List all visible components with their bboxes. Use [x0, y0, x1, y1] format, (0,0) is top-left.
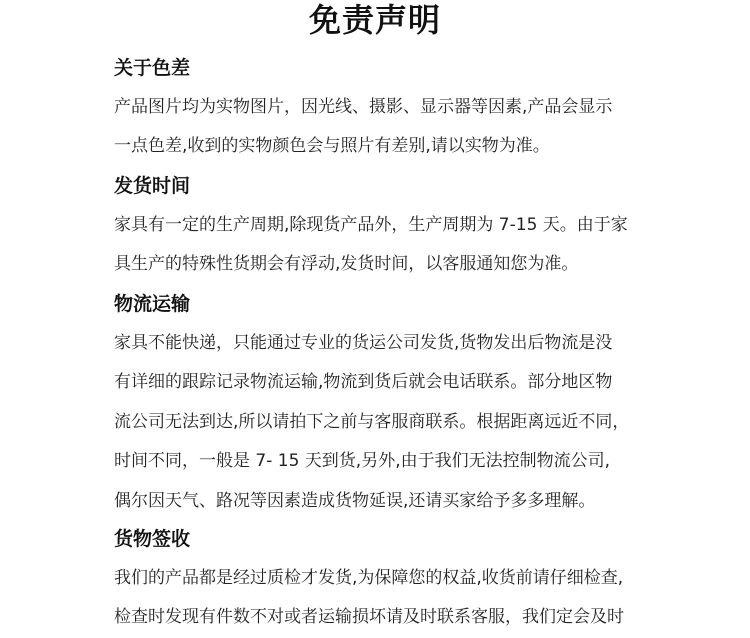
section-heading: 关于色差 — [114, 57, 191, 79]
body-line: 产品图片均为实物图片，因光线、摄影、显示器等因素,产品会显示 — [114, 97, 613, 117]
section-goods-receipt — [114, 526, 644, 638]
body-line: 有详细的跟踪记录物流运输,物流到货后就会电话联系。部分地区物 — [114, 372, 613, 393]
section-body — [114, 324, 644, 521]
body-line: 具生产的特殊性货期会有浮动,发货时间，以客服通知您为准。 — [114, 254, 579, 275]
section-color-difference — [114, 55, 644, 167]
section-heading: 发货时间 — [114, 175, 191, 197]
section-body — [114, 206, 644, 285]
body-line: 检查时发现有件数不对或者运输损坏请及时联系客服，我们定会及时 — [114, 607, 624, 628]
section-heading: 货物签收 — [114, 528, 191, 550]
body-line: 我们的产品都是经过质检才发货,为保障您的权益,收货前请仔细检查, — [114, 568, 624, 588]
body-line: 家具有一定的生产周期,除现货产品外，生产周期为 7-15 天。由于家 — [114, 215, 628, 235]
section-logistics — [114, 291, 644, 521]
body-line: 时间不同，一般是 7- 15 天到货,另外,由于我们无法控制物流公司, — [114, 451, 611, 472]
section-body — [114, 559, 644, 638]
body-line: 家具不能快递，只能通过专业的货运公司发货,货物发出后物流是没 — [114, 333, 613, 353]
section-body — [114, 88, 644, 167]
body-line: 一点色差,收到的实物颜色会与照片有差别,请以实物为准。 — [114, 136, 550, 157]
body-line: 偶尔因天气、路况等因素造成货物延误,还请买家给予多多理解。 — [114, 490, 596, 511]
page-title: 免责声明 — [308, 1, 441, 39]
section-delivery-time — [114, 173, 644, 285]
section-heading: 物流运输 — [114, 293, 191, 315]
body-line: 流公司无法到达,所以请拍下之前与客服商联系。根据距离远近不同， — [114, 411, 630, 432]
